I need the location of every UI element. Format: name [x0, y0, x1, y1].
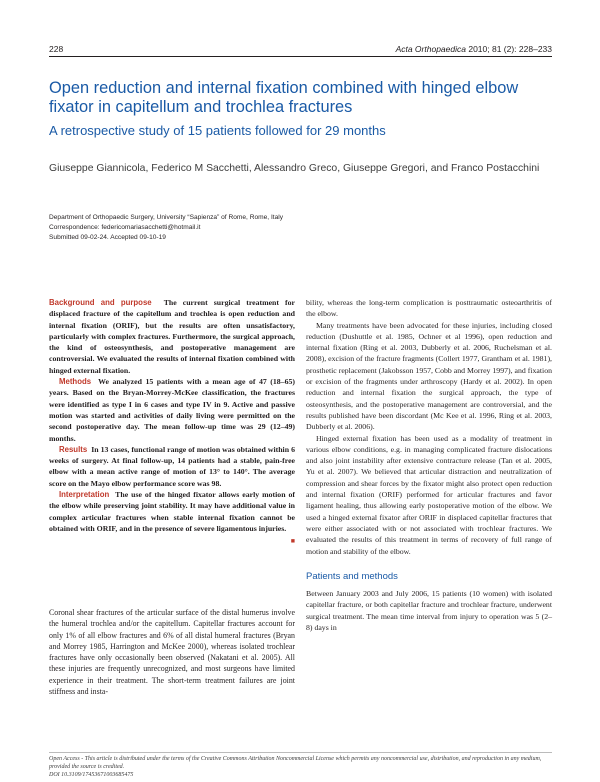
footer-divider — [49, 752, 552, 753]
abstract-methods-heading: Methods — [59, 377, 92, 387]
introduction-left — [49, 607, 295, 697]
section-heading-patients-methods: Patients and methods — [306, 570, 398, 582]
abstract-methods — [49, 376, 295, 444]
submission-dates: Submitted 09-02-24. Accepted 09-10-19 — [49, 234, 166, 241]
abstract-results-text: In 13 cases, functional range of motion was obtained within 6 weeks of surgery. At final follow-up, 14 patients had a stable, pain-free elbow with a mean active range of motion of 13° to 140°. The average score on the Mayo elbow performance score was 98. — [49, 444, 295, 488]
author-list: Giuseppe Giannicola, Federico M Sacchetti, Alessandro Greco, Giuseppe Gregori, and Franco Postacchini — [49, 163, 540, 174]
article-title: Open reduction and internal fixation combined with hinged elbow fixator in capitellum and trochlea fractures — [49, 79, 519, 116]
abstract-background-heading: Background and purpose — [49, 298, 152, 307]
affiliation-block — [49, 213, 549, 243]
abstract-interpretation — [49, 489, 295, 534]
intro-paragraph-continued: bility, whereas the long-term complication is posttraumatic osteoarthritis of the elbow. — [306, 298, 552, 319]
intro-paragraph-2: Many treatments have been advocated for these injuries, including closed reduction (Dushuttle et al. 1985, Ochner et al 1996), open reduction and internal fixation (Ring et al. 2003, Dubberly et al. 2006, Ruchelsman et al. 2008), excision of the fracture fragments (Collert 1977, Grantham et al. 1981), prosthetic replacement (Jakobsson 1957, Cobb and Morrey 1997), and fixation or excision of the fragments under arthroscopy (Hardy et al. 2002). In open reduction and internal fixation the surgical approach, the type of osteosynthesis, and the postoperative management are controversial, and the results published have been discordant (Mc Kee et al. 1996, Ring et al. 2003, Dubberly et al. 2006). — [306, 320, 552, 432]
abstract — [49, 297, 295, 548]
license-footer — [49, 755, 552, 779]
correspondence: Correspondence: federicomariasacchetti@hotmail.it — [49, 224, 201, 231]
abstract-results — [49, 444, 295, 489]
header-divider — [49, 56, 552, 57]
abstract-methods-text: We analyzed 15 patients with a mean age of 47 (18–65) years. Based on the Bryan-Morrey-McKee classification, the fractures were identified as type I in 6 cases and type IV in 9. Active and passive motion was started and activities of daily living were permitted on the second postoperative day. The mean follow-up time was 29 (12–49) months. — [49, 377, 295, 443]
intro-paragraph-3: Hinged external fixation has been used as a modality of treatment in various elbow conditions, e.g. in managing complicated fracture dislocations and also joint instability after extensive contracture release (Tan et al. 2005, Yu et al. 2007). We believed that articular distraction and neutralization of compression and shear forces by the fixator might also protect open reduction and internal fixation (ORIF) performed for articular fractures and favor ligament healing, thus allowing early postoperative motion of the elbow. We used a hinged external fixator after ORIF in displaced capitellar fractures that were either associated with or not associated with trochlear fractures. We evaluated the results of this treatment in terms of recovery of full range of motion and stability of the elbow. — [306, 433, 552, 556]
body-right-column — [306, 297, 552, 633]
methods-paragraph: Between January 2003 and July 2006, 15 patients (10 women) with isolated capitellar fracture, or both capitellar fracture and trochlear fracture, underwent surgical treatment. The mean time interval from injury to operation was 5 (2–8) days in — [306, 589, 552, 633]
abstract-interpretation-heading: Interpretation — [59, 490, 110, 500]
article-subtitle: A retrospective study of 15 patients followed for 29 months — [49, 123, 386, 138]
page-number: 228 — [49, 44, 64, 54]
abstract-column — [49, 297, 295, 548]
doi: DOI 10.3109/17453671003685475 — [49, 772, 134, 778]
abstract-end-mark: ■ — [290, 537, 295, 546]
journal-name: Acta Orthopaedica — [395, 44, 466, 54]
journal-reference — [396, 44, 552, 54]
affiliation: Department of Orthopaedic Surgery, University “Sapienza” of Rome, Rome, Italy — [49, 214, 284, 221]
abstract-background — [49, 297, 295, 376]
abstract-results-heading: Results — [59, 444, 88, 454]
abstract-interpretation-text: The use of the hinged fixator allows early motion of the elbow while preserving joint stability. It may have additional value in complex articular fractures when stable internal fixation cannot be obtained with ORIF, and in the presence of severe ligamentous injuries. — [49, 490, 295, 533]
license-text: Open Access - This article is distributed under the terms of the Creative Commons Attribution Noncommercial License which permits any noncommercial use, distribution, and reproduction in any medium, provided the source is credited. — [49, 756, 542, 770]
journal-citation: 2010; 81 (2): 228–233 — [468, 44, 552, 54]
intro-paragraph-1: Coronal shear fractures of the articular surface of the distal humerus involve the humeral trochlea and/or the capitellum. Capitellar fractures account for only 1% of all elbow fractures and 6% of all distal humeral fractures (Bryan and Morrey 1985, Harrington and McKee 2000), whereas isolated trochlear fractures have only occasionally been observed (Nakatani et al. 2005). All these injuries are frequently unrecognized, and most surgeons have limited experience in their treatment. The short-term treatment failures are joint stiffness and insta- — [49, 608, 295, 697]
abstract-background-text: The current surgical treatment for displaced fracture of the capitellum and trochlea is open reduction and internal fixation (ORIF), but the results are often unsatisfactory, particularly with complex fractures. Furthermore, the surgical approach, the kind of osteosynthesis, and postoperative management are controversial. We evaluated the results of internal fixation combined with hinged external fixation. — [49, 298, 295, 375]
